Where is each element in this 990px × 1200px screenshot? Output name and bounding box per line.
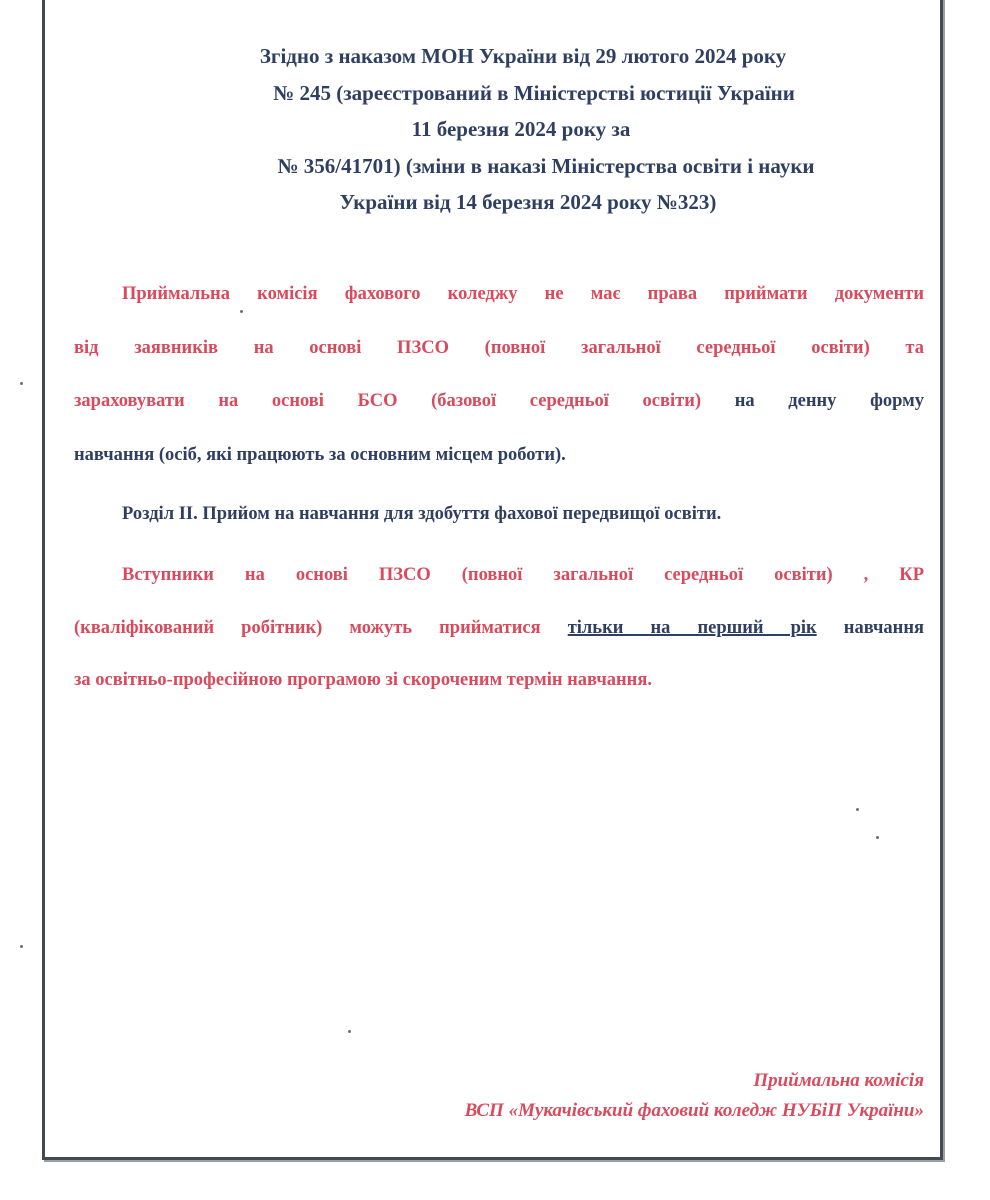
first-year-underlined-text: тільки на перший рік — [567, 617, 817, 638]
signature-block — [465, 1066, 924, 1126]
applicants-paragraph — [74, 549, 924, 707]
admission-restriction-paragraph — [74, 268, 924, 482]
header-line-2: № 245 (зареєстрований в Міністерстві юстиції України — [273, 80, 795, 105]
paragraph3-line-3: за освітньо-професійною програмою зі скороченим термін навчання. — [74, 670, 652, 690]
scan-speck — [20, 382, 23, 385]
paragraph3-line-1: Вступники на основі ПЗСО (повної загальної середньої освіти) , КР — [122, 565, 924, 585]
scan-speck — [20, 945, 23, 948]
paragraph1-line-1: Приймальна комісія фахового коледжу не має права приймати документи — [122, 284, 924, 304]
header-line-4: № 356/41701) (зміни в наказі Міністерства освіти і науки — [277, 153, 815, 178]
paragraph3-line-2 — [74, 602, 924, 655]
paragraph1-line-4: навчання (осіб, які працюють за основним місцем роботи). — [74, 444, 566, 465]
section-heading-text: Розділ ІІ. Прийом на навчання для здобуття фахової передвищої освіти. — [122, 504, 722, 524]
section-heading — [122, 499, 922, 529]
header-line-1: Згідно з наказом МОН України від 29 лютого 2024 року — [259, 44, 787, 68]
paragraph1-line-3-red: зараховувати на основі БСО (базової середньої освіти) — [74, 391, 702, 411]
paragraph3-line-2-blue: навчання — [816, 617, 924, 638]
document-header — [0, 38, 990, 221]
paragraph1-line-3 — [74, 375, 924, 429]
paragraph1-line-3-blue: на денну форму — [701, 391, 924, 411]
header-line-5: України від 14 березня 2024 року №323) — [339, 190, 717, 214]
signature-line-1: Приймальна комісія — [753, 1070, 924, 1091]
header-line-3: 11 березня 2024 року за — [411, 117, 631, 141]
scan-speck — [876, 836, 879, 839]
signature-line-2: ВСП «Мукачівський фаховий коледж НУБіП України» — [464, 1100, 924, 1121]
paragraph3-line-2-red: (кваліфікований робітник) можуть прийматися — [74, 617, 568, 638]
scan-speck — [348, 1030, 351, 1033]
scan-speck — [240, 310, 243, 313]
paragraph1-line-2: від заявників на основі ПЗСО (повної загальної середньої освіти) та — [74, 337, 924, 358]
scan-speck — [856, 808, 859, 811]
